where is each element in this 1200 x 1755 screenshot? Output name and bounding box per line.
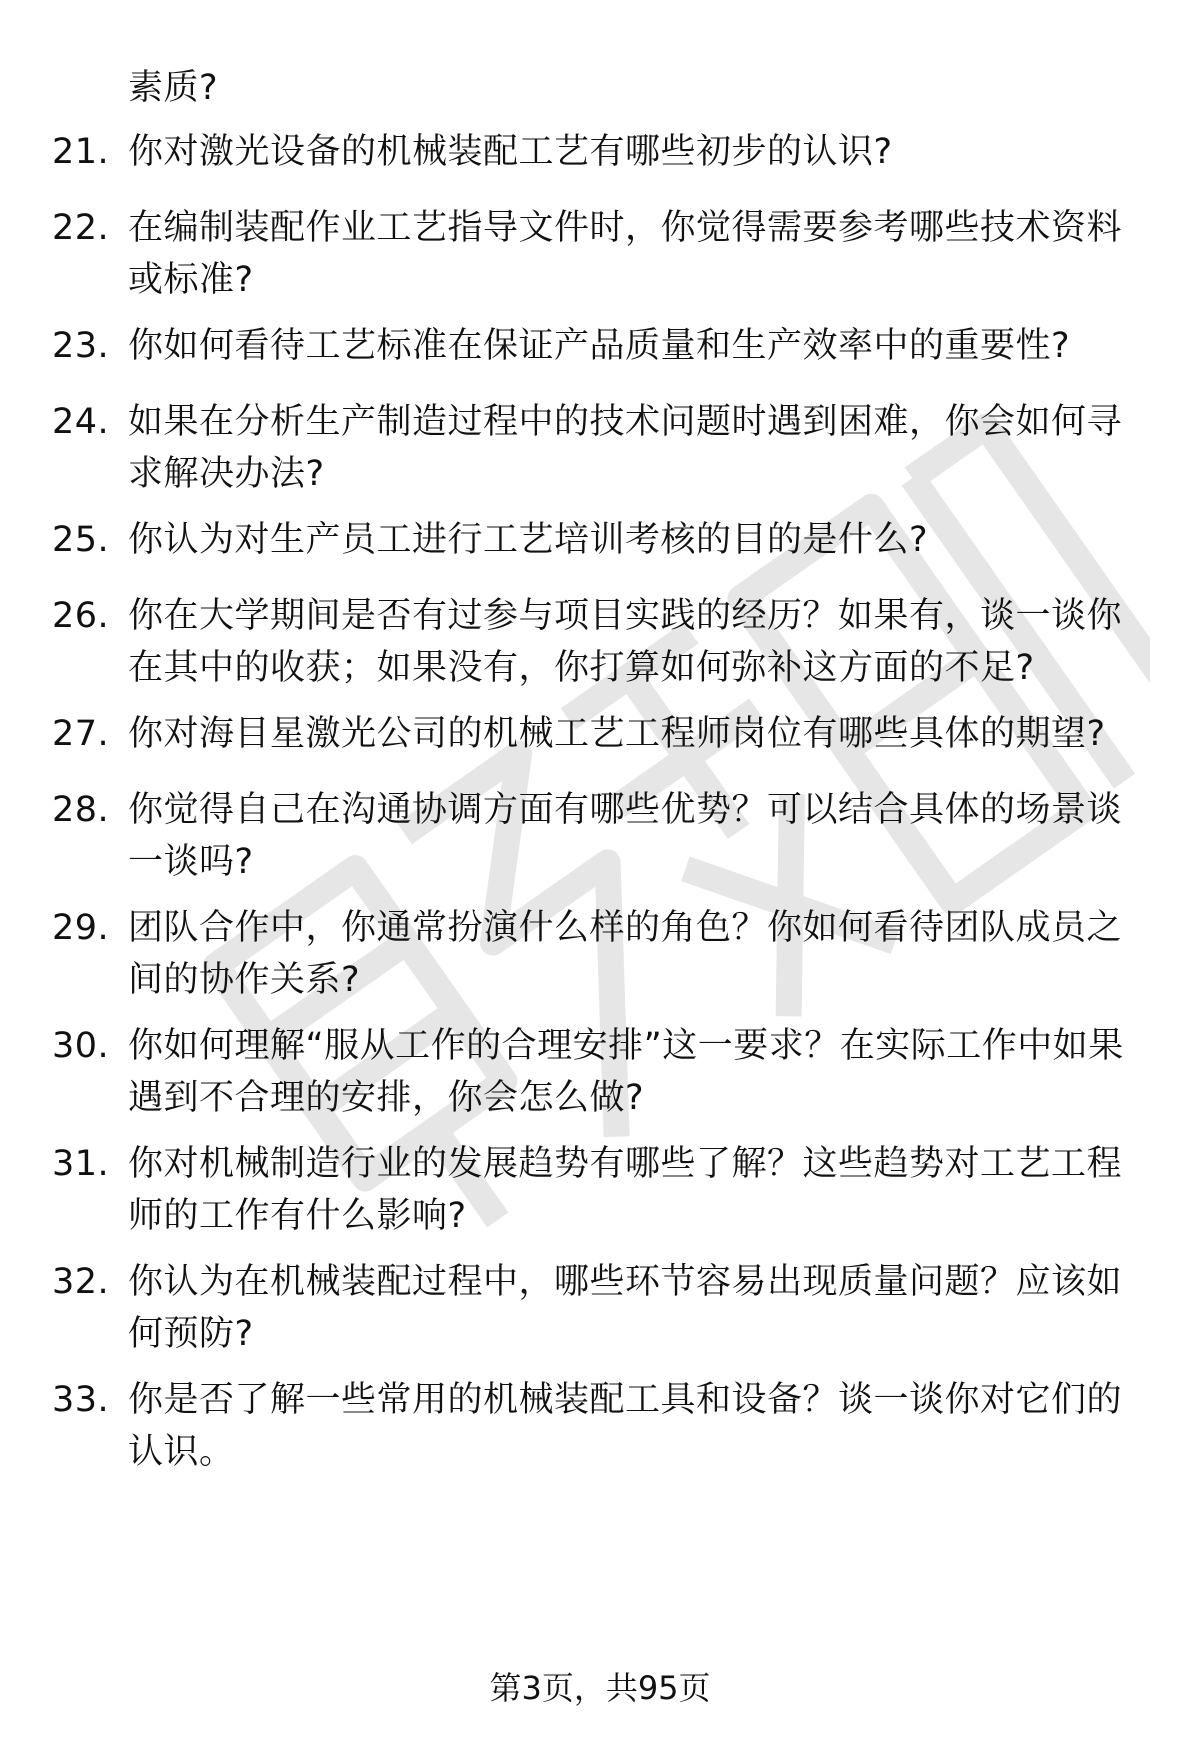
list-item [0,396,1200,500]
question-number: 22. [52,208,110,248]
list-item [0,1020,1200,1124]
question-text: 团队合作中，你通常扮演什么样的角色？你如何看待团队成员之间的协作关系? [128,908,1123,1000]
page-footer: 第3页，共95页 [489,1669,711,1707]
question-number: 30. [52,1026,110,1066]
list-item [0,902,1200,1006]
continued-question-text: 素质? [128,68,219,108]
list-item [0,1138,1200,1242]
list-item [0,126,1200,178]
question-text: 你如何理解“服从工作的合理安排”这一要求？在实际工作中如果遇到不合理的安排，你会怎么做? [128,1026,1124,1118]
question-number: 23. [52,326,110,366]
question-text: 你对机械制造行业的发展趋势有哪些了解？这些趋势对工艺工程师的工作有什么影响? [128,1144,1123,1236]
question-text: 你在大学期间是否有过参与项目实践的经历？如果有，谈一谈你在其中的收获；如果没有，你打算如何弥补这方面的不足? [128,596,1123,688]
question-text: 你觉得自己在沟通协调方面有哪些优势？可以结合具体的场景谈一谈吗? [128,790,1123,882]
question-number: 32. [52,1262,110,1302]
list-item [0,1374,1200,1478]
question-text: 你对激光设备的机械装配工艺有哪些初步的认识? [128,132,893,172]
list-item [0,590,1200,694]
question-number: 26. [52,596,110,636]
question-number: 27. [52,714,110,754]
question-text: 如果在分析生产制造过程中的技术问题时遇到困难，你会如何寻求解决办法? [128,402,1123,494]
question-text: 你对海目星激光公司的机械工艺工程师岗位有哪些具体的期望? [128,714,1106,754]
list-item [0,320,1200,372]
question-number: 33. [52,1380,110,1420]
list-item [0,708,1200,760]
question-text: 你认为在机械装配过程中，哪些环节容易出现质量问题？应该如何预防? [128,1262,1123,1354]
list-item [0,784,1200,888]
question-number: 28. [52,790,110,830]
list-item [0,1256,1200,1360]
question-number: 24. [52,402,110,442]
list-item [0,514,1200,566]
question-text: 你如何看待工艺标准在保证产品质量和生产效率中的重要性? [128,326,1071,366]
list-item [0,202,1200,306]
question-number: 31. [52,1144,110,1184]
question-text: 你认为对生产员工进行工艺培训考核的目的是什么? [128,520,929,560]
question-number: 29. [52,908,110,948]
question-number: 25. [52,520,110,560]
question-text: 在编制装配作业工艺指导文件时，你觉得需要参考哪些技术资料或标准? [128,208,1123,300]
question-number: 21. [52,132,110,172]
question-text: 你是否了解一些常用的机械装配工具和设备？谈一谈你对它们的认识。 [128,1380,1123,1472]
